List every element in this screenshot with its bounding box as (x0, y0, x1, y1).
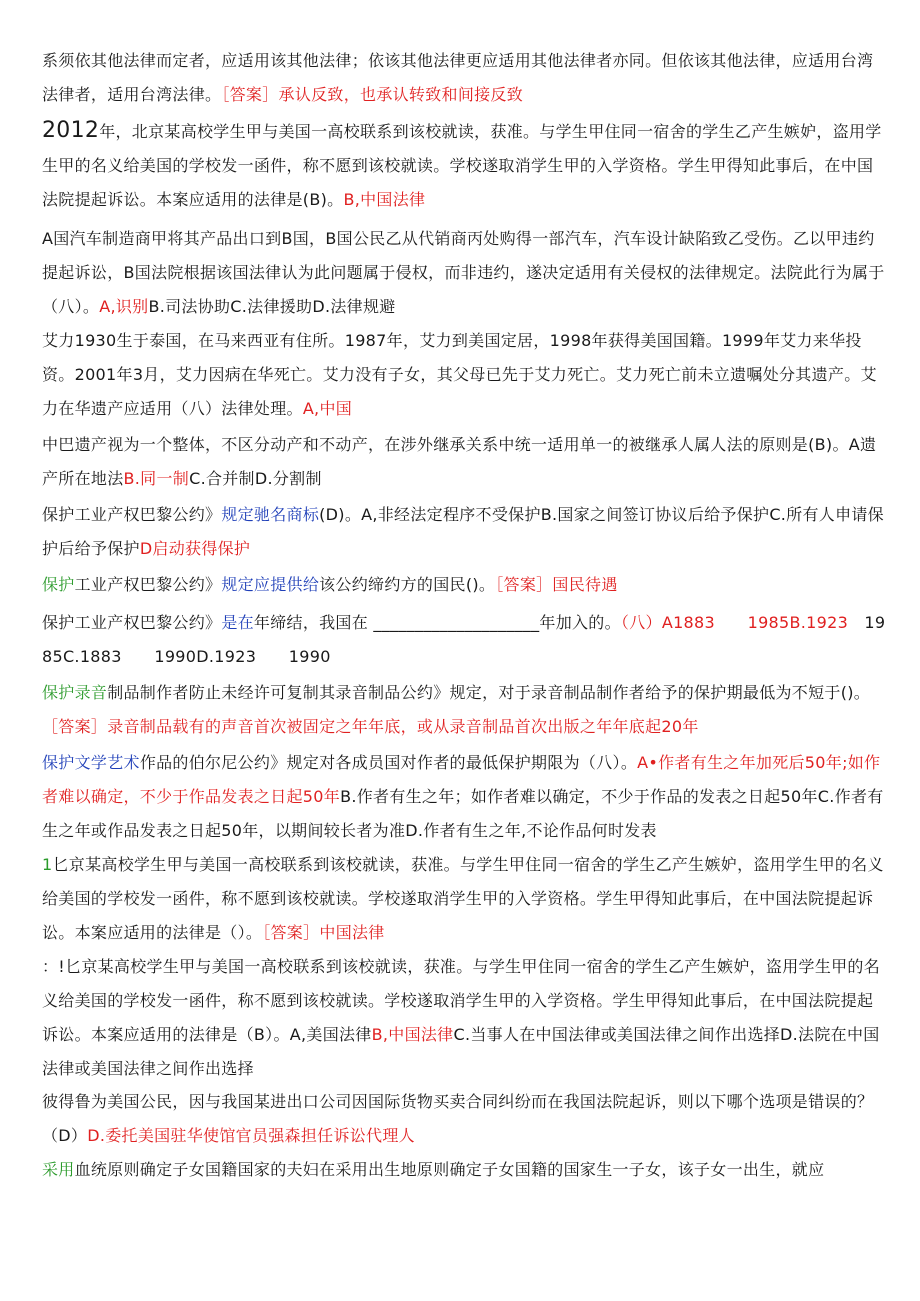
body-text: C.合并制D.分割制 (189, 469, 322, 488)
answer-text: D.委托美国驻华使馆官员强森担任诉讼代理人 (87, 1126, 415, 1145)
body-text: 年缔结，我国在 ____________________年加入的。 (253, 613, 621, 632)
paragraph-5 (42, 428, 888, 496)
body-text: 制品制作者防止未经许可复制其录音制品公约》规定，对于录音制品制作者给予的保护期最低为不短于()。 (107, 683, 871, 702)
paragraph-1 (42, 44, 888, 112)
answer-text: ［答案］承认反致，也承认转致和间接反致 (221, 85, 524, 104)
body-text: 该公约缔约方的国民()。 (319, 575, 496, 594)
answer-text: ［答案］录音制品载有的声音首次被固定之年年底，或从录音制品首次出版之年年底起20年 (42, 717, 699, 736)
paragraph-12 (42, 950, 888, 1086)
highlighted-text: 是在 (221, 613, 254, 632)
body-text: ：!匕京某高校学生甲与美国一高校联系到该校就读，获准。与学生甲住同一宿舍的学生乙产生嫉妒，盗用学生甲的名义给美国的学校发一函件，称不愿到该校就读。学校遂取消学生甲的入学资格。学生甲得知此事后，在中国法院提起诉讼。本案应适用的法律是（B）。A,美国法律 (42, 957, 881, 1044)
answer-text: B.同一制 (123, 469, 190, 488)
highlighted-text: 采用 (42, 1160, 75, 1179)
body-text: 保护工业产权巴黎公约》 (42, 505, 222, 524)
body-text: 作品的伯尔尼公约》规定对各成员国对作者的最低保护期限为（八）。 (139, 753, 638, 772)
answer-text: ［答案］中国法律 (262, 923, 385, 942)
paragraph-14 (42, 1153, 888, 1187)
body-text: 工业产权巴黎公约》 (74, 575, 222, 594)
body-text: (D)。A,非经法定程序不受保护B.国家之间签订协议后给予保护C.所有人申请保护后给予保护 (42, 505, 884, 558)
answer-text: （八）A1883 1985B.1923 (620, 613, 849, 632)
answer-text: D启动获得保护 (139, 539, 251, 558)
answer-text: A•作者有生之年加死后50年;如作者难以确定，不少于作品发表之日起50年 (42, 753, 881, 806)
paragraph-13 (42, 1085, 888, 1153)
body-text: A国汽车制造商甲将其产品出口到B国，B国公民乙从代销商丙处购得一部汽车，汽车设计缺陷致乙受伤。乙以甲违约提起诉讼，B国法院根据该国法律认为此问题属于侵权，而非违约，遂决定适用有关侵权的法律规定。法院此行为属于（八）。 (42, 229, 885, 316)
body-text: 保护工业产权巴黎公约》 (42, 613, 222, 632)
highlighted-text: 规定驰名商标 (221, 505, 320, 524)
highlighted-text: 保护录音 (42, 683, 108, 702)
answer-text: A,识别 (99, 297, 149, 316)
body-text: 中巴遗产视为一个整体，不区分动产和不动产，在涉外继承关系中统一适用单一的被继承人属人法的原则是(B)。A遗产所在地法 (42, 435, 877, 488)
paragraph-10 (42, 746, 888, 848)
body-text: 年，北京某高校学生甲与美国一高校联系到该校就读，获准。与学生甲住同一宿舍的学生乙产生嫉妒，盗用学生甲的名义给美国的学校发一函件，称不愿到该校就读。学校遂取消学生甲的入学资格。学生甲得知此事后，在中国法院提起诉讼。本案应适用的法律是(B)。 (42, 122, 882, 209)
paragraph-4 (42, 324, 888, 426)
answer-text: ［答案］国民待遇 (495, 575, 618, 594)
paragraph-6 (42, 498, 888, 566)
body-text: B.司法协助C.法律援助D.法律规避 (148, 297, 396, 316)
highlighted-text: 1 (42, 855, 53, 874)
body-text: 1985C.1883 1990D.1923 1990 (42, 613, 886, 666)
paragraph-8 (42, 606, 888, 674)
body-text: 匕京某高校学生甲与美国一高校联系到该校就读，获准。与学生甲住同一宿舍的学生乙产生嫉妒，盗用学生甲的名义给美国的学校发一函件，称不愿到该校就读。学校遂取消学生甲的入学资格。学生甲得知此事后，在中国法院提起诉讼。本案应适用的法律是（）。 (42, 855, 884, 942)
body-text: B.作者有生之年；如作者难以确定，不少于作品的发表之日起50年C.作者有生之年或作品发表之日起50年，以期间较长者为准D.作者有生之年,不论作品何时发表 (42, 787, 884, 840)
answer-text: A,中国 (302, 399, 353, 418)
answer-text: B,中国法律 (343, 190, 426, 209)
body-text: 系须依其他法律而定者，应适用该其他法律；依该其他法律更应适用其他法律者亦同。但依该其他法律，应适用台湾法律者，适用台湾法律。 (42, 51, 874, 104)
body-text: 2012 (42, 118, 100, 143)
body-text: C.当事人在中国法律或美国法律之间作出选择D.法院在中国法律或美国法律之间作出选择 (42, 1025, 880, 1078)
paragraph-11 (42, 848, 888, 950)
body-text: 彼得鲁为美国公民，因与我国某进出口公司因国际货物买卖合同纠纷而在我国法院起诉，则以下哪个选项是错误的？（D） (42, 1092, 874, 1145)
highlighted-text: 保护文学艺术 (42, 753, 140, 772)
paragraph-3 (42, 222, 888, 324)
highlighted-text: 规定应提供给 (221, 575, 320, 594)
paragraph-9 (42, 676, 888, 744)
paragraph-7 (42, 568, 888, 602)
body-text: 艾力1930生于泰国，在马来西亚有住所。1987年，艾力到美国定居，1998年获得美国国籍。1999年艾力来华投资。2001年3月，艾力因病在华死亡。艾力没有子女，其父母已先于艾力死亡。艾力死亡前未立遗嘱处分其遗产。艾力在华遗产应适用（八）法律处理。 (42, 331, 877, 418)
paragraph-2 (42, 114, 888, 217)
body-text: 血统原则确定子女国籍国家的夫妇在采用出生地原则确定子女国籍的国家生一子女，该子女一出生，就应 (74, 1160, 825, 1179)
highlighted-text: 保护 (42, 575, 75, 594)
answer-text: B,中国法律 (371, 1025, 454, 1044)
